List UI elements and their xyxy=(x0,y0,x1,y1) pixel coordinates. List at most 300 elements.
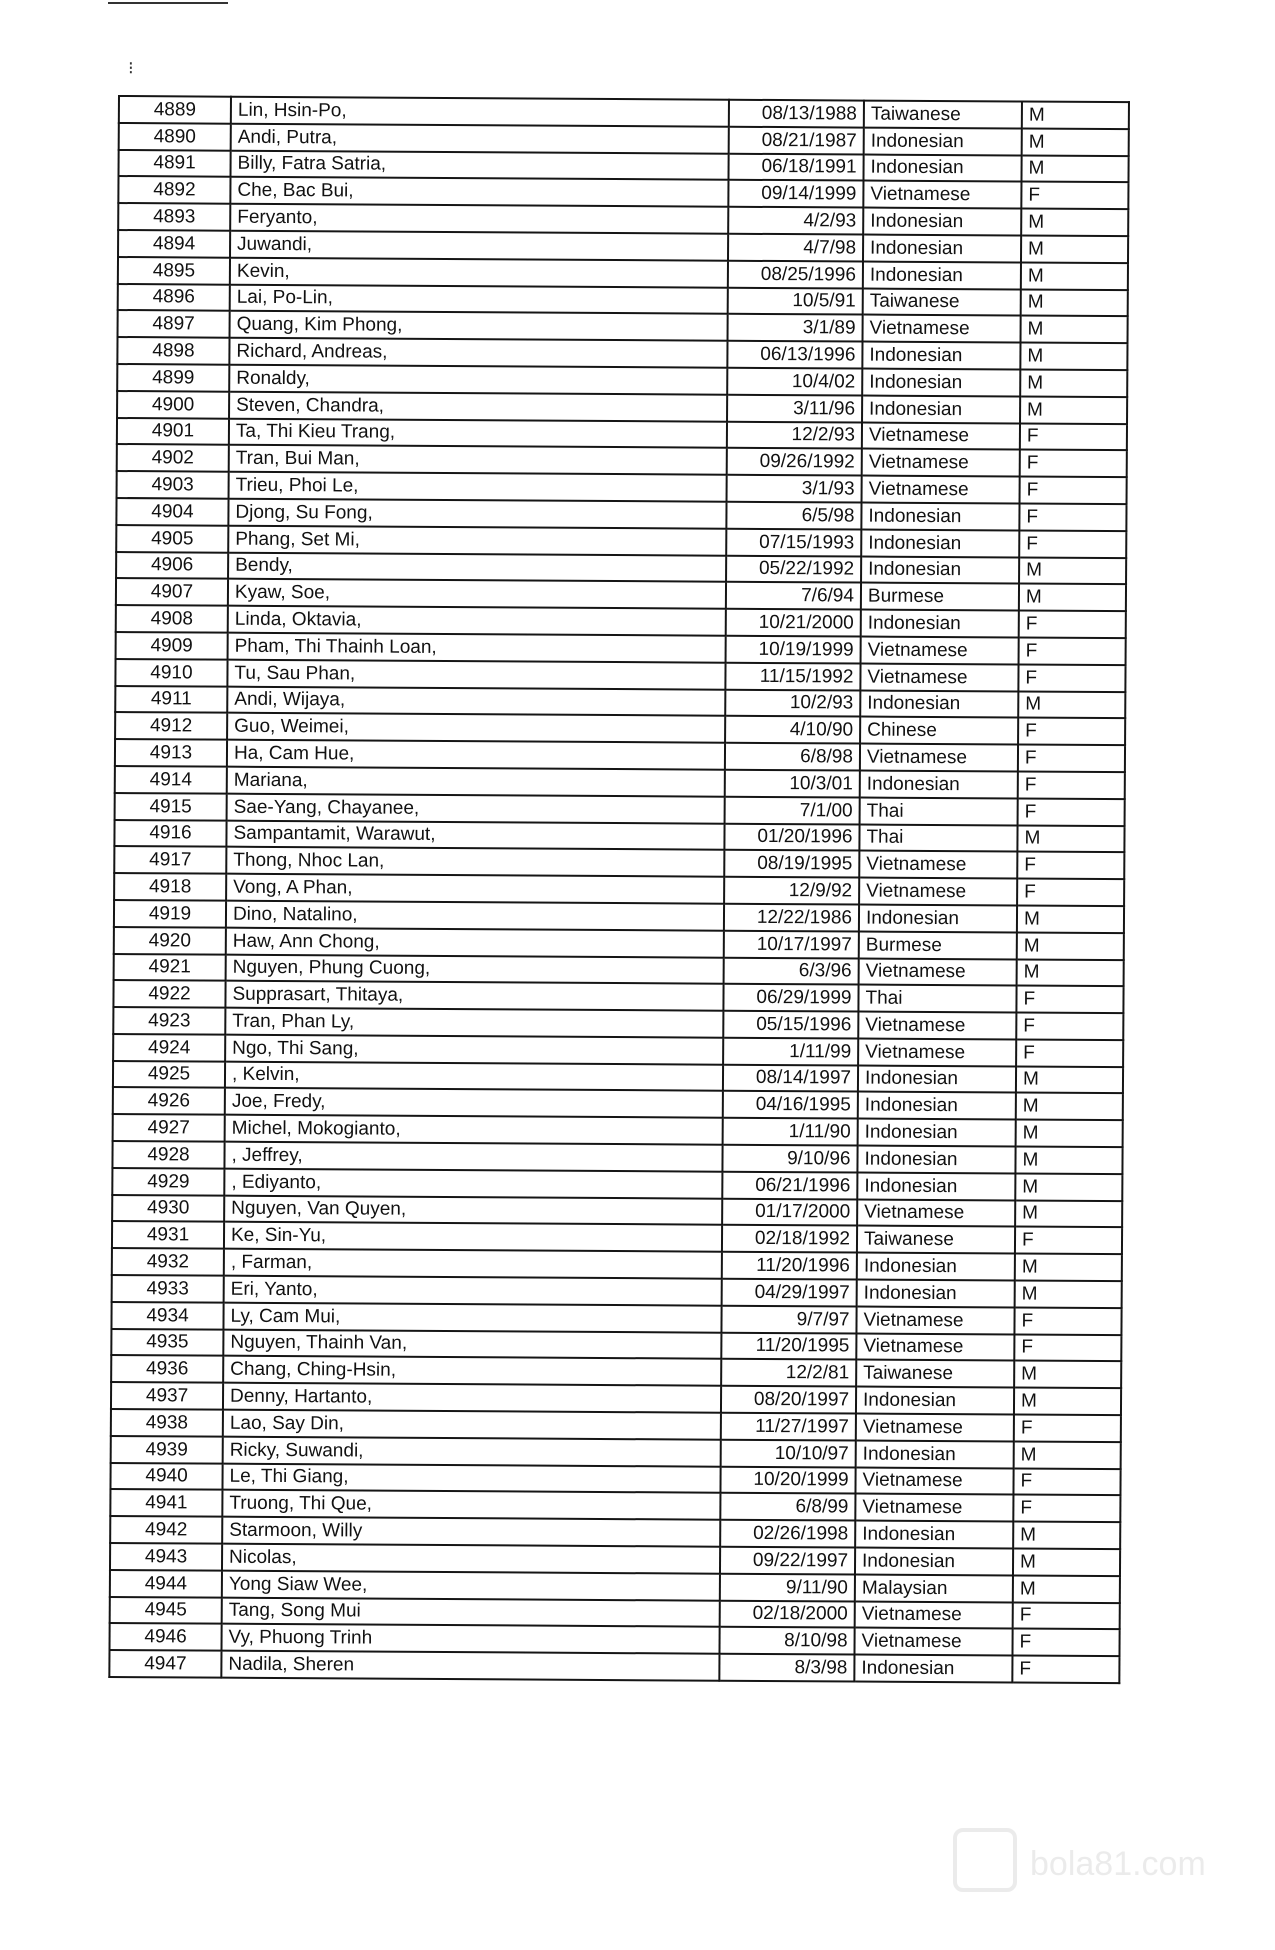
date-of-birth-cell: 07/15/1993 xyxy=(726,528,861,556)
date-of-birth-cell: 08/19/1995 xyxy=(724,850,859,878)
date-of-birth-cell: 08/25/1996 xyxy=(728,261,863,289)
date-of-birth-cell: 10/19/1999 xyxy=(726,636,861,664)
date-of-birth-cell: 6/5/98 xyxy=(726,502,861,530)
nationality-cell: Vietnamese xyxy=(856,1414,1014,1442)
date-of-birth-cell: 10/17/1997 xyxy=(724,930,859,958)
record-id-cell: 4891 xyxy=(119,150,231,177)
nationality-cell: Taiwanese xyxy=(856,1360,1014,1388)
nationality-cell: Indonesian xyxy=(857,1253,1015,1281)
date-of-birth-cell: 8/10/98 xyxy=(719,1627,854,1655)
nationality-cell: Taiwanese xyxy=(863,288,1021,316)
record-id-cell: 4910 xyxy=(115,659,227,686)
nationality-cell: Indonesian xyxy=(863,261,1021,289)
sex-cell: F xyxy=(1012,1656,1119,1683)
name-cell: Lao, Say Din, xyxy=(223,1410,721,1440)
record-id-cell: 4929 xyxy=(112,1168,224,1195)
date-of-birth-cell: 7/6/94 xyxy=(726,582,861,610)
name-cell: Pham, Thi Thainh Loan, xyxy=(228,633,726,663)
record-id-cell: 4942 xyxy=(110,1516,222,1543)
record-id-cell: 4908 xyxy=(116,605,228,632)
sex-cell: M xyxy=(1016,1120,1123,1147)
date-of-birth-cell: 09/22/1997 xyxy=(720,1547,855,1575)
sex-cell: M xyxy=(1013,1522,1120,1549)
nationality-cell: Taiwanese xyxy=(857,1226,1015,1254)
nationality-cell: Indonesian xyxy=(857,1172,1015,1200)
name-cell: Bendy, xyxy=(228,552,726,582)
name-cell: Andi, Putra, xyxy=(231,123,729,153)
date-of-birth-cell: 05/15/1996 xyxy=(723,1011,858,1039)
record-id-cell: 4945 xyxy=(110,1597,222,1624)
date-of-birth-cell: 3/1/89 xyxy=(728,314,863,342)
nationality-cell: Vietnamese xyxy=(856,1306,1014,1334)
record-id-cell: 4934 xyxy=(111,1302,223,1329)
date-of-birth-cell: 10/2/93 xyxy=(725,689,860,717)
sex-cell: M xyxy=(1021,289,1128,316)
sex-cell: F xyxy=(1015,1227,1122,1254)
date-of-birth-cell: 08/20/1997 xyxy=(721,1386,856,1414)
date-of-birth-cell: 10/10/97 xyxy=(721,1440,856,1468)
record-id-cell: 4902 xyxy=(117,444,229,471)
sex-cell: F xyxy=(1016,1039,1123,1066)
record-id-cell: 4898 xyxy=(117,337,229,364)
sex-cell: F xyxy=(1014,1307,1121,1334)
nationality-cell: Indonesian xyxy=(858,1119,1016,1147)
record-id-cell: 4935 xyxy=(111,1329,223,1356)
nationality-cell: Indonesian xyxy=(861,529,1019,557)
nationality-cell: Indonesian xyxy=(862,342,1020,370)
sex-cell: F xyxy=(1013,1602,1120,1629)
nationality-cell: Indonesian xyxy=(861,503,1019,531)
sex-cell: M xyxy=(1014,1388,1121,1415)
sex-cell: M xyxy=(1015,1281,1122,1308)
date-of-birth-cell: 11/15/1992 xyxy=(725,662,860,690)
sex-cell: F xyxy=(1019,611,1126,638)
name-cell: Yong Siaw Wee, xyxy=(222,1570,720,1600)
roster-table-body xyxy=(109,96,1129,1683)
record-id-cell: 4912 xyxy=(115,712,227,739)
record-id-cell: 4921 xyxy=(114,953,226,980)
sex-cell: M xyxy=(1021,316,1128,343)
record-id-cell: 4947 xyxy=(109,1650,221,1677)
name-cell: Truong, Thi Que, xyxy=(222,1490,720,1520)
name-cell: Nguyen, Phung Cuong, xyxy=(226,954,724,984)
sex-cell: M xyxy=(1017,959,1124,986)
date-of-birth-cell: 12/2/81 xyxy=(721,1359,856,1387)
name-cell: Starmoon, Willy xyxy=(222,1517,720,1547)
date-of-birth-cell: 10/4/02 xyxy=(727,368,862,396)
date-of-birth-cell: 4/10/90 xyxy=(725,716,860,744)
date-of-birth-cell: 06/21/1996 xyxy=(722,1172,857,1200)
name-cell: Ha, Cam Hue, xyxy=(227,740,725,770)
sex-cell: F xyxy=(1018,745,1125,772)
name-cell: , Farman, xyxy=(224,1249,722,1279)
name-cell: Vong, A Phan, xyxy=(226,874,724,904)
nationality-cell: Indonesian xyxy=(864,127,1022,155)
record-id-cell: 4920 xyxy=(114,927,226,954)
name-cell: Denny, Hartanto, xyxy=(223,1383,721,1413)
sex-cell: M xyxy=(1022,102,1129,129)
record-id-cell: 4933 xyxy=(112,1275,224,1302)
name-cell: Steven, Chandra, xyxy=(229,391,727,421)
record-id-cell: 4919 xyxy=(114,900,226,927)
nationality-cell: Indonesian xyxy=(856,1440,1014,1468)
sex-cell: M xyxy=(1021,209,1128,236)
name-cell: Supprasart, Thitaya, xyxy=(225,981,723,1011)
nationality-cell: Indonesian xyxy=(858,1092,1016,1120)
name-cell: Che, Bac Bui, xyxy=(230,177,728,207)
record-id-cell: 4946 xyxy=(109,1623,221,1650)
table-row xyxy=(109,1650,1119,1683)
nationality-cell: Vietnamese xyxy=(863,181,1021,209)
record-id-cell: 4896 xyxy=(118,284,230,311)
name-cell: Linda, Oktavia, xyxy=(228,606,726,636)
record-id-cell: 4940 xyxy=(110,1463,222,1490)
date-of-birth-cell: 04/29/1997 xyxy=(722,1279,857,1307)
nationality-cell: Indonesian xyxy=(857,1146,1015,1174)
sex-cell: F xyxy=(1019,530,1126,557)
nationality-cell: Vietnamese xyxy=(859,851,1017,879)
record-id-cell: 4916 xyxy=(114,820,226,847)
name-cell: Tang, Song Mui xyxy=(222,1597,720,1627)
record-id-cell: 4906 xyxy=(116,552,228,579)
name-cell: Nguyen, Van Quyen, xyxy=(224,1195,722,1225)
name-cell: Ricky, Suwandi, xyxy=(223,1437,721,1467)
nationality-cell: Indonesian xyxy=(862,369,1020,397)
nationality-cell: Malaysian xyxy=(855,1574,1013,1602)
name-cell: Juwandi, xyxy=(230,231,728,261)
nationality-cell: Vietnamese xyxy=(855,1467,1013,1495)
nationality-cell: Chinese xyxy=(860,717,1018,745)
name-cell: Feryanto, xyxy=(230,204,728,234)
record-id-cell: 4915 xyxy=(115,793,227,820)
date-of-birth-cell: 02/18/2000 xyxy=(720,1600,855,1628)
nationality-cell: Vietnamese xyxy=(860,663,1018,691)
record-id-cell: 4895 xyxy=(118,257,230,284)
date-of-birth-cell: 04/16/1995 xyxy=(723,1091,858,1119)
scan-artifact-mark: ⁝ xyxy=(128,58,134,78)
nationality-cell: Indonesian xyxy=(859,904,1017,932)
record-id-cell: 4926 xyxy=(113,1087,225,1114)
date-of-birth-cell: 06/18/1991 xyxy=(728,153,863,181)
nationality-cell: Indonesian xyxy=(855,1548,1013,1576)
name-cell: Dino, Natalino, xyxy=(226,901,724,931)
date-of-birth-cell: 06/29/1999 xyxy=(723,984,858,1012)
date-of-birth-cell: 08/13/1988 xyxy=(729,100,864,128)
record-id-cell: 4914 xyxy=(115,766,227,793)
name-cell: Haw, Ann Chong, xyxy=(226,927,724,957)
record-id-cell: 4907 xyxy=(116,578,228,605)
record-id-cell: 4899 xyxy=(117,364,229,391)
record-id-cell: 4889 xyxy=(119,96,231,123)
date-of-birth-cell: 4/2/93 xyxy=(728,207,863,235)
date-of-birth-cell: 11/20/1995 xyxy=(721,1332,856,1360)
date-of-birth-cell: 3/11/96 xyxy=(727,394,862,422)
sex-cell: F xyxy=(1019,503,1126,530)
record-id-cell: 4925 xyxy=(113,1061,225,1088)
record-id-cell: 4938 xyxy=(111,1409,223,1436)
date-of-birth-cell: 01/20/1996 xyxy=(724,823,859,851)
sex-cell: F xyxy=(1014,1415,1121,1442)
nationality-cell: Vietnamese xyxy=(861,636,1019,664)
name-cell: Quang, Kim Phong, xyxy=(230,311,728,341)
sex-cell: M xyxy=(1013,1575,1120,1602)
date-of-birth-cell: 4/7/98 xyxy=(728,234,863,262)
sex-cell: M xyxy=(1015,1147,1122,1174)
nationality-cell: Vietnamese xyxy=(856,1333,1014,1361)
date-of-birth-cell: 10/21/2000 xyxy=(726,609,861,637)
name-cell: Billy, Fatra Satria, xyxy=(231,150,729,180)
nationality-cell: Indonesian xyxy=(863,208,1021,236)
sex-cell: M xyxy=(1016,1066,1123,1093)
record-id-cell: 4913 xyxy=(115,739,227,766)
date-of-birth-cell: 10/5/91 xyxy=(728,287,863,315)
record-id-cell: 4939 xyxy=(111,1436,223,1463)
date-of-birth-cell: 1/11/90 xyxy=(723,1118,858,1146)
date-of-birth-cell: 08/21/1987 xyxy=(729,127,864,155)
sex-cell: F xyxy=(1018,798,1125,825)
nationality-cell: Indonesian xyxy=(863,235,1021,263)
date-of-birth-cell: 02/18/1992 xyxy=(722,1225,857,1253)
nationality-cell: Indonesian xyxy=(861,610,1019,638)
name-cell: Nguyen, Thainh Van, xyxy=(223,1329,721,1359)
name-cell: Phang, Set Mi, xyxy=(228,525,726,555)
name-cell: Ronaldy, xyxy=(229,365,727,395)
name-cell: , Ediyanto, xyxy=(224,1169,722,1199)
date-of-birth-cell: 1/11/99 xyxy=(723,1038,858,1066)
record-id-cell: 4928 xyxy=(112,1141,224,1168)
sex-cell: F xyxy=(1016,1013,1123,1040)
name-cell: Tu, Sau Phan, xyxy=(227,659,725,689)
sex-cell: M xyxy=(1014,1361,1121,1388)
sex-cell: M xyxy=(1016,1093,1123,1120)
record-id-cell: 4890 xyxy=(119,123,231,150)
nationality-cell: Indonesian xyxy=(856,1387,1014,1415)
name-cell: Lai, Po-Lin, xyxy=(230,284,728,314)
sex-cell: M xyxy=(1021,262,1128,289)
roster-table xyxy=(108,95,1130,1684)
nationality-cell: Indonesian xyxy=(854,1655,1012,1683)
sex-cell: M xyxy=(1015,1254,1122,1281)
nationality-cell: Vietnamese xyxy=(859,878,1017,906)
watermark-text: bola81.com xyxy=(1030,1845,1206,1883)
name-cell: Ke, Sin-Yu, xyxy=(224,1222,722,1252)
nationality-cell: Indonesian xyxy=(862,395,1020,423)
sex-cell: M xyxy=(1014,1441,1121,1468)
nationality-cell: Indonesian xyxy=(861,556,1019,584)
name-cell: Thong, Nhoc Lan, xyxy=(226,847,724,877)
name-cell: Kevin, xyxy=(230,257,728,287)
record-id-cell: 4943 xyxy=(110,1543,222,1570)
name-cell: Mariana, xyxy=(227,767,725,797)
sex-cell: M xyxy=(1020,369,1127,396)
name-cell: Trieu, Phoi Le, xyxy=(229,472,727,502)
date-of-birth-cell: 11/27/1997 xyxy=(721,1413,856,1441)
sex-cell: F xyxy=(1012,1629,1119,1656)
nationality-cell: Indonesian xyxy=(863,154,1021,182)
sex-cell: F xyxy=(1021,182,1128,209)
record-id-cell: 4917 xyxy=(114,846,226,873)
roster-table-wrapper xyxy=(108,95,1128,1684)
date-of-birth-cell: 12/9/92 xyxy=(724,877,859,905)
nationality-cell: Vietnamese xyxy=(854,1628,1012,1656)
sex-cell: F xyxy=(1013,1468,1120,1495)
name-cell: Nicolas, xyxy=(222,1544,720,1574)
name-cell: Vy, Phuong Trinh xyxy=(221,1624,719,1654)
sex-cell: F xyxy=(1019,637,1126,664)
nationality-cell: Vietnamese xyxy=(859,958,1017,986)
record-id-cell: 4930 xyxy=(112,1195,224,1222)
nationality-cell: Burmese xyxy=(861,583,1019,611)
date-of-birth-cell: 06/13/1996 xyxy=(727,341,862,369)
record-id-cell: 4923 xyxy=(113,1007,225,1034)
record-id-cell: 4927 xyxy=(113,1114,225,1141)
record-id-cell: 4905 xyxy=(116,525,228,552)
record-id-cell: 4901 xyxy=(117,418,229,445)
sex-cell: F xyxy=(1017,879,1124,906)
name-cell: Djong, Su Fong, xyxy=(228,499,726,529)
record-id-cell: 4924 xyxy=(113,1034,225,1061)
name-cell: Nadila, Sheren xyxy=(221,1651,719,1681)
scan-edge-mark xyxy=(108,2,228,4)
nationality-cell: Vietnamese xyxy=(860,744,1018,772)
nationality-cell: Vietnamese xyxy=(862,422,1020,450)
name-cell: Sampantamit, Warawut, xyxy=(226,820,724,850)
name-cell: Lin, Hsin-Po, xyxy=(231,97,729,127)
nationality-cell: Indonesian xyxy=(857,1280,1015,1308)
sex-cell: F xyxy=(1017,852,1124,879)
date-of-birth-cell: 12/22/1986 xyxy=(724,904,859,932)
date-of-birth-cell: 9/7/97 xyxy=(721,1306,856,1334)
name-cell: Andi, Wijaya, xyxy=(227,686,725,716)
sex-cell: M xyxy=(1020,343,1127,370)
name-cell: , Kelvin, xyxy=(225,1061,723,1091)
date-of-birth-cell: 09/26/1992 xyxy=(727,448,862,476)
sex-cell: F xyxy=(1018,664,1125,691)
record-id-cell: 4941 xyxy=(110,1489,222,1516)
record-id-cell: 4909 xyxy=(116,632,228,659)
nationality-cell: Vietnamese xyxy=(862,449,1020,477)
record-id-cell: 4911 xyxy=(115,686,227,713)
nationality-cell: Indonesian xyxy=(858,1065,1016,1093)
record-id-cell: 4922 xyxy=(113,980,225,1007)
name-cell: Sae-Yang, Chayanee, xyxy=(227,793,725,823)
watermark-logo xyxy=(945,1810,1245,1930)
record-id-cell: 4904 xyxy=(116,498,228,525)
nationality-cell: Indonesian xyxy=(855,1521,1013,1549)
date-of-birth-cell: 05/22/1992 xyxy=(726,555,861,583)
name-cell: Kyaw, Soe, xyxy=(228,579,726,609)
name-cell: Tran, Phan Ly, xyxy=(225,1008,723,1038)
name-cell: Richard, Andreas, xyxy=(229,338,727,368)
record-id-cell: 4894 xyxy=(118,230,230,257)
name-cell: Chang, Ching-Hsin, xyxy=(223,1356,721,1386)
sex-cell: F xyxy=(1014,1334,1121,1361)
name-cell: Ta, Thi Kieu Trang, xyxy=(229,418,727,448)
sex-cell: M xyxy=(1022,128,1129,155)
date-of-birth-cell: 6/8/98 xyxy=(725,743,860,771)
record-id-cell: 4897 xyxy=(118,310,230,337)
record-id-cell: 4944 xyxy=(110,1570,222,1597)
sex-cell: M xyxy=(1017,932,1124,959)
sex-cell: F xyxy=(1013,1495,1120,1522)
nationality-cell: Vietnamese xyxy=(863,315,1021,343)
nationality-cell: Vietnamese xyxy=(862,476,1020,504)
date-of-birth-cell: 01/17/2000 xyxy=(722,1198,857,1226)
nationality-cell: Thai xyxy=(858,985,1016,1013)
record-id-cell: 4937 xyxy=(111,1382,223,1409)
date-of-birth-cell: 08/14/1997 xyxy=(723,1064,858,1092)
nationality-cell: Taiwanese xyxy=(864,101,1022,129)
sex-cell: M xyxy=(1018,691,1125,718)
nationality-cell: Vietnamese xyxy=(855,1601,1013,1629)
name-cell: Michel, Mokogianto, xyxy=(225,1115,723,1145)
date-of-birth-cell: 02/26/1998 xyxy=(720,1520,855,1548)
sex-cell: M xyxy=(1021,236,1128,263)
date-of-birth-cell: 9/11/90 xyxy=(720,1574,855,1602)
name-cell: Le, Thi Giang, xyxy=(222,1463,720,1493)
date-of-birth-cell: 8/3/98 xyxy=(719,1654,854,1682)
sex-cell: M xyxy=(1017,825,1124,852)
sex-cell: M xyxy=(1019,584,1126,611)
record-id-cell: 4893 xyxy=(118,203,230,230)
date-of-birth-cell: 10/20/1999 xyxy=(720,1466,855,1494)
nationality-cell: Thai xyxy=(860,797,1018,825)
date-of-birth-cell: 6/8/99 xyxy=(720,1493,855,1521)
sex-cell: M xyxy=(1019,557,1126,584)
nationality-cell: Vietnamese xyxy=(858,1038,1016,1066)
nationality-cell: Vietnamese xyxy=(858,1012,1016,1040)
record-id-cell: 4918 xyxy=(114,873,226,900)
date-of-birth-cell: 10/3/01 xyxy=(725,770,860,798)
sex-cell: M xyxy=(1017,905,1124,932)
name-cell: Ly, Cam Mui, xyxy=(223,1303,721,1333)
nationality-cell: Indonesian xyxy=(860,690,1018,718)
date-of-birth-cell: 9/10/96 xyxy=(722,1145,857,1173)
date-of-birth-cell: 12/2/93 xyxy=(727,421,862,449)
date-of-birth-cell: 6/3/96 xyxy=(724,957,859,985)
nationality-cell: Vietnamese xyxy=(857,1199,1015,1227)
name-cell: , Jeffrey, xyxy=(224,1142,722,1172)
sex-cell: F xyxy=(1020,423,1127,450)
name-cell: Ngo, Thi Sang, xyxy=(225,1035,723,1065)
record-id-cell: 4900 xyxy=(117,391,229,418)
sex-cell: F xyxy=(1020,477,1127,504)
date-of-birth-cell: 09/14/1999 xyxy=(728,180,863,208)
sex-cell: M xyxy=(1013,1549,1120,1576)
date-of-birth-cell: 7/1/00 xyxy=(725,796,860,824)
record-id-cell: 4903 xyxy=(117,471,229,498)
name-cell: Eri, Yanto, xyxy=(224,1276,722,1306)
name-cell: Guo, Weimei, xyxy=(227,713,725,743)
record-id-cell: 4936 xyxy=(111,1355,223,1382)
record-id-cell: 4932 xyxy=(112,1248,224,1275)
name-cell: Tran, Bui Man, xyxy=(229,445,727,475)
sex-cell: F xyxy=(1016,986,1123,1013)
record-id-cell: 4931 xyxy=(112,1221,224,1248)
nationality-cell: Indonesian xyxy=(860,770,1018,798)
date-of-birth-cell: 3/1/93 xyxy=(727,475,862,503)
sex-cell: M xyxy=(1020,396,1127,423)
sex-cell: F xyxy=(1020,450,1127,477)
sex-cell: M xyxy=(1021,155,1128,182)
record-id-cell: 4892 xyxy=(118,176,230,203)
nationality-cell: Vietnamese xyxy=(855,1494,1013,1522)
nationality-cell: Burmese xyxy=(859,931,1017,959)
sex-cell: F xyxy=(1018,771,1125,798)
sex-cell: M xyxy=(1015,1200,1122,1227)
sex-cell: F xyxy=(1018,718,1125,745)
nationality-cell: Thai xyxy=(859,824,1017,852)
